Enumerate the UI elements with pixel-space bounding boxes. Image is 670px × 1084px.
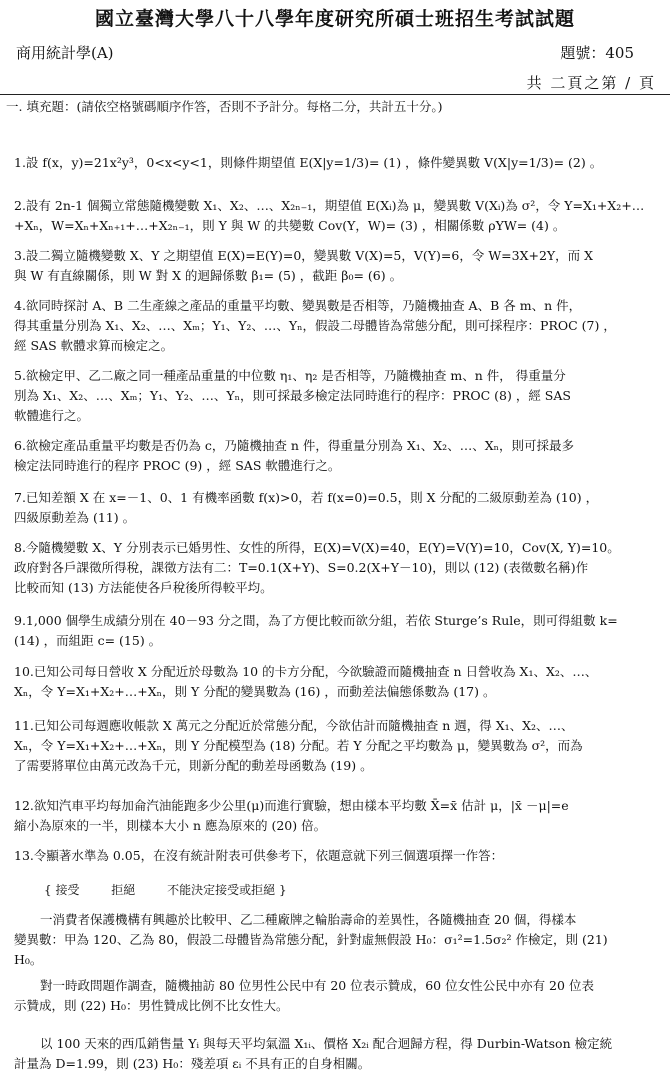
scenario-line: H₀。 xyxy=(14,952,43,967)
question-line: 10.已知公司每日營收 X 分配近於母數為 10 的卡方分配，今欲驗證而隨機抽查 n 日營收為 X₁、X₂、…、 xyxy=(14,664,598,679)
question-line: 13.令顯著水準為 0.05，在沒有統計附表可供參考下，依題意就下列三個選項擇一作答： xyxy=(14,848,504,863)
question-line: 9.1,000 個學生成績分別在 40－93 分之間，為了方便比較而欲分組，若依 Sturge’s Rule，則可得組數 k= xyxy=(14,613,618,628)
question-line: 別為 X₁、X₂、…、Xₘ；Y₁、Y₂、…、Yₙ，則可採最多檢定法同時進行的程序：PROC (8) ，經 SAS xyxy=(14,388,571,403)
scenario-line: 對一時政問題作調查，隨機抽訪 80 位男性公民中有 20 位表示贊成，60 位女性公民中亦有 20 位表 xyxy=(40,978,594,993)
question-1 xyxy=(14,153,662,173)
scenario-line: 一消費者保護機構有興趣於比較甲、乙二種廠牌之輪胎壽命的差異性，各隨機抽查 20 個，得樣本 xyxy=(40,912,577,927)
question-line: (14) ，而組距 c= (15) 。 xyxy=(14,633,162,648)
section-title: 一. 填充題：(請依空格號碼順序作答，否則不予計分。每格二分，共計五十分。) xyxy=(6,99,443,114)
question-line: 比較而知 (13) 方法能使各戶稅後所得較平均。 xyxy=(14,580,273,595)
question-line: 與 W 有直線關係，則 W 對 X 的迴歸係數 β₁= (5) ，截距 β₀= (6) 。 xyxy=(14,268,403,283)
question-line: 11.已知公司每週應收帳款 X 萬元之分配近於常態分配，今欲估計而隨機抽查 n 週，得 X₁、X₂、…、 xyxy=(14,718,574,733)
scenario-line: 計量為 D=1.99，則 (23) H₀：殘差項 εᵢ 不具有正的自身相關。 xyxy=(14,1056,371,1071)
scenario-line: 變異數：甲為 120、乙為 80，假設二母體皆為常態分配，針對虛無假設 H₀：σ₁²=1.5σ₂² 作檢定，則 (21) xyxy=(14,932,608,947)
question-11 xyxy=(14,716,662,776)
question-5 xyxy=(14,366,662,426)
scenario-22 xyxy=(14,976,662,1016)
question-line: 4.欲同時探討 A、B 二生產線之產品的重量平均數、變異數是否相等，乃隨機抽查 A、B 各 m、n 件， xyxy=(14,298,582,313)
subject-name: 商用統計學(A) xyxy=(16,44,114,62)
question-3 xyxy=(14,246,662,286)
question-line: 縮小為原來的一半，則樣本大小 n 應為原來的 (20) 倍。 xyxy=(14,818,327,833)
answer-options xyxy=(44,881,315,898)
question-line: 得其重量分別為 X₁、X₂、…、Xₘ；Y₁、Y₂、…、Yₙ，假設二母體皆為常態分配，則可採程序：PROC (7) ， xyxy=(14,318,616,333)
question-line: Xₙ，令 Y=X₁+X₂+…+Xₙ，則 Y 分配的變異數為 (16) ，而動差法偏態係數為 (17) 。 xyxy=(14,684,496,699)
question-line: Xₙ，令 Y=X₁+X₂+…+Xₙ，則 Y 分配模型為 (18) 分配。若 Y 分配之平均數為 μ，變異數為 σ²，而為 xyxy=(14,738,583,753)
question-line: 7.已知差額 X 在 x=－1、0、1 有機率函數 f(x)>0，若 f(x=0)=0.5，則 X 分配的二級原動差為 (10) ， xyxy=(14,490,599,505)
question-6 xyxy=(14,436,662,476)
question-line: 軟體進行之。 xyxy=(14,408,90,423)
question-line: 6.欲檢定產品重量平均數是否仍為 c，乃隨機抽查 n 件，得重量分別為 X₁、X₂、…、Xₙ，則可採最多 xyxy=(14,438,574,453)
question-2 xyxy=(14,196,662,236)
question-10 xyxy=(14,662,662,702)
question-line: 了需要將單位由萬元改為千元，則新分配的動差母函數為 (19) 。 xyxy=(14,758,373,773)
question-9 xyxy=(14,611,662,651)
question-7 xyxy=(14,488,662,528)
question-line: 經 SAS 軟體求算而檢定之。 xyxy=(14,338,174,353)
exam-title: 國立臺灣大學八十八學年度研究所碩士班招生考試試題 xyxy=(94,8,575,30)
question-8 xyxy=(14,538,662,598)
question-line: 1.設 f(x，y)=21x²y³，0<x<y<1，則條件期望值 E(X|y=1/3)= (1) ，條件變異數 V(X|y=1/3)= (2) 。 xyxy=(14,155,603,170)
question-line: 3.設二獨立隨機變數 X、Y 之期望值 E(X)=E(Y)=0，變異數 V(X)=5，V(Y)=6，令 W=3X+2Y，而 X xyxy=(14,248,594,263)
page-info: 共 二頁之第 / 頁 xyxy=(526,74,656,92)
question-4 xyxy=(14,296,662,356)
header-divider xyxy=(0,94,670,95)
question-line: 檢定法同時進行的程序 PROC (9) ，經 SAS 軟體進行之。 xyxy=(14,458,341,473)
exam-number: 題號：405 xyxy=(560,44,634,62)
question-line: 8.今隨機變數 X、Y 分別表示已婚男性、女性的所得，E(X)=V(X)=40，E(Y)=V(Y)=10，Cov(X, Y)=10。 xyxy=(14,540,620,555)
question-line: 12.欲知汽車平均每加侖汽油能跑多少公里(μ)而進行實驗，想由樣本平均數 X̄=x̄ 估計 μ，|x̄ －μ|=e xyxy=(14,798,569,813)
scenario-23 xyxy=(14,1034,662,1074)
scenario-line: 示贊成，則 (22) H₀：男性贊成比例不比女性大。 xyxy=(14,998,289,1013)
question-line: 5.欲檢定甲、乙二廠之同一種產品重量的中位數 η₁、η₂ 是否相等，乃隨機抽查 m、n 件， 得重量分 xyxy=(14,368,566,383)
option-undecided: 不能決定接受或拒絕 } xyxy=(167,883,287,897)
question-12 xyxy=(14,796,662,836)
question-line: 政府對各戶課徵所得稅，課徵方法有二：T=0.1(X+Y)、S=0.2(X+Y－10)，則以 (12) (表徵數名稱)作 xyxy=(14,560,589,575)
option-reject: 拒絕 xyxy=(111,883,136,897)
question-line: +Xₙ，W=Xₙ+Xₙ₊₁+…+X₂ₙ₋₁，則 Y 與 W 的共變數 Cov(Y，W)= (3) ，相關係數 ρYW= (4) 。 xyxy=(14,218,566,233)
question-line: 四級原動差為 (11) 。 xyxy=(14,510,136,525)
scenario-21 xyxy=(14,910,662,970)
scenario-line: 以 100 天來的西瓜銷售量 Yᵢ 與每天平均氣溫 X₁ᵢ、價格 X₂ᵢ 配合迴歸方程，得 Durbin-Watson 檢定統 xyxy=(40,1036,613,1051)
question-13 xyxy=(14,846,662,866)
option-accept: { 接受 xyxy=(44,883,80,897)
question-line: 2.設有 2n-1 個獨立常態隨機變數 X₁、X₂、…、X₂ₙ₋₁，期望值 E(Xᵢ)為 μ，變異數 V(Xᵢ)為 σ²，令 Y=X₁+X₂+… xyxy=(14,198,645,213)
